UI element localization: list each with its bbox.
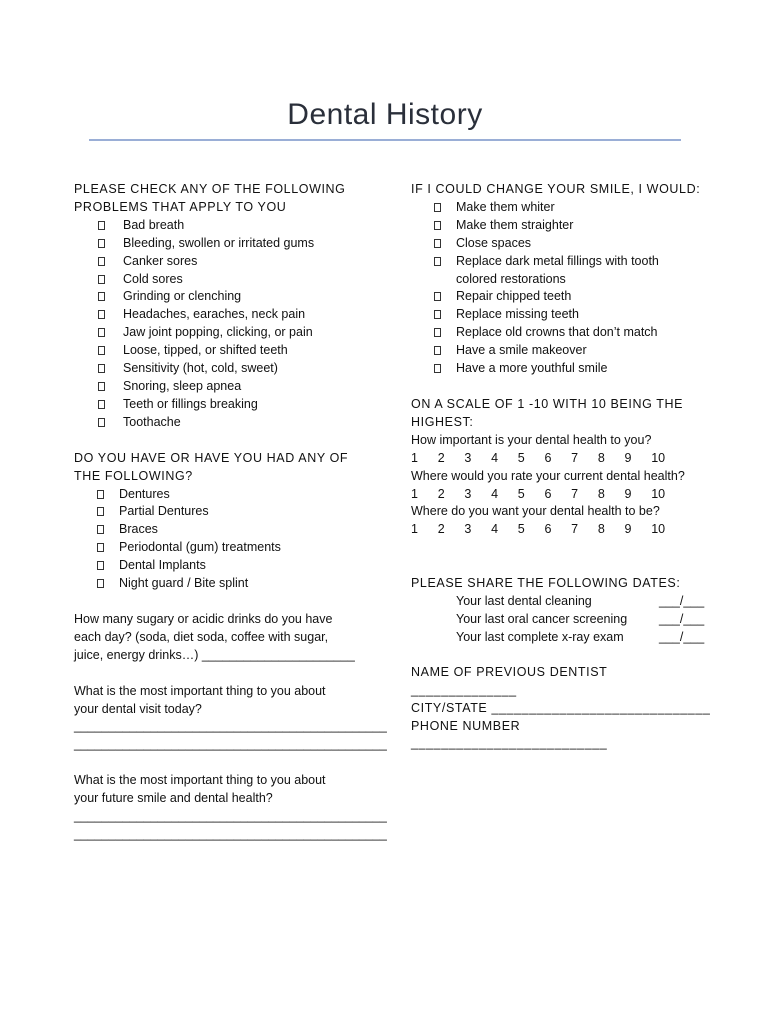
- date-label: Your last oral cancer screening: [456, 612, 628, 627]
- problem-item-label: Snoring, sleep apnea: [123, 378, 242, 393]
- visit-question: What is the most important thing to you about your dental visit today? _____________________________________________ _____________________________________________: [74, 683, 374, 755]
- rating-scale-row: [411, 521, 711, 539]
- scale-question: How important is your dental health to you?: [411, 432, 652, 447]
- smile-item-label: Replace old crowns that don’t match: [456, 325, 658, 340]
- rating-option[interactable]: 4: [491, 450, 499, 465]
- problem-item: [74, 288, 374, 306]
- previous-dentist-field[interactable]: NAME OF PREVIOUS DENTIST ______________: [411, 664, 608, 697]
- history-item: [74, 521, 374, 539]
- checkbox[interactable]: [434, 346, 441, 355]
- rating-option[interactable]: 7: [571, 486, 579, 501]
- had-checklist: [74, 486, 374, 593]
- rating-option[interactable]: 10: [651, 522, 666, 537]
- problem-item-label: Bad breath: [123, 217, 185, 232]
- sugary-question: How many sugary or acidic drinks do you have each day? (soda, diet soda, coffee with sugar, juice, energy drinks…) ______________________: [74, 611, 374, 665]
- checkbox[interactable]: [434, 257, 441, 266]
- date-blank[interactable]: ___/___: [659, 629, 705, 644]
- city-state-field[interactable]: CITY/STATE _____________________________: [411, 700, 711, 715]
- checkbox[interactable]: [98, 257, 105, 266]
- checkbox[interactable]: [97, 490, 104, 499]
- history-item-label: Dentures: [119, 486, 170, 501]
- smile-heading: IF I COULD CHANGE YOUR SMILE, I WOULD:: [411, 182, 701, 196]
- rating-option[interactable]: 4: [491, 522, 499, 537]
- rating-option[interactable]: 6: [544, 486, 552, 501]
- smile-item-label: Have a more youthful smile: [456, 361, 608, 376]
- problem-item: [74, 342, 374, 360]
- rating-option[interactable]: 6: [544, 522, 552, 537]
- smile-item: [411, 217, 711, 235]
- scale-question: Where would you rate your current dental health?: [411, 468, 685, 483]
- rating-scale-row: [411, 450, 711, 468]
- problem-item: [74, 271, 374, 289]
- history-item-label: Braces: [119, 522, 158, 537]
- problem-item: [74, 360, 374, 378]
- rating-option[interactable]: 8: [597, 486, 605, 501]
- problem-item-label: Cold sores: [123, 271, 183, 286]
- checkbox[interactable]: [434, 239, 441, 248]
- problem-item: [74, 396, 374, 414]
- smile-item: [411, 235, 711, 253]
- checkbox[interactable]: [98, 328, 105, 337]
- had-heading: DO YOU HAVE OR HAVE YOU HAD ANY OF THE FOLLOWING?: [74, 450, 349, 483]
- problem-item: [74, 378, 374, 396]
- rating-option[interactable]: 2: [437, 522, 445, 537]
- smile-item-label: Close spaces: [456, 235, 532, 250]
- problem-item-label: Teeth or fillings breaking: [123, 396, 258, 411]
- history-item: [74, 575, 374, 593]
- smile-item-label: Repair chipped teeth: [456, 289, 572, 304]
- date-blank[interactable]: ___/___: [659, 594, 705, 609]
- problem-item-label: Loose, tipped, or shifted teeth: [123, 343, 288, 358]
- history-item: [74, 486, 374, 504]
- date-row: [411, 593, 711, 611]
- checkbox[interactable]: [98, 382, 105, 391]
- rating-option[interactable]: 5: [517, 486, 525, 501]
- rating-option[interactable]: 5: [517, 450, 525, 465]
- problem-item-label: Toothache: [123, 414, 181, 429]
- history-item-label: Periodontal (gum) treatments: [119, 540, 281, 555]
- history-item: [74, 503, 374, 521]
- rating-option[interactable]: 1: [411, 486, 418, 501]
- problem-item-label: Headaches, earaches, neck pain: [123, 307, 306, 322]
- checkbox[interactable]: [97, 579, 104, 588]
- left-column: [74, 181, 387, 844]
- rating-option[interactable]: 7: [571, 522, 579, 537]
- rating-option[interactable]: 3: [464, 486, 472, 501]
- smile-item: [411, 342, 711, 360]
- date-row: [411, 629, 711, 647]
- problem-item-label: Jaw joint popping, clicking, or pain: [123, 325, 313, 340]
- smile-item-label: Make them straighter: [456, 217, 574, 232]
- date-label: Your last dental cleaning: [456, 594, 592, 609]
- checkbox[interactable]: [98, 418, 105, 427]
- history-item-label: Dental Implants: [119, 558, 206, 573]
- rating-option[interactable]: 4: [491, 486, 499, 501]
- checkbox[interactable]: [98, 239, 105, 248]
- problem-item-label: Bleeding, swollen or irritated gums: [123, 235, 315, 250]
- checkbox[interactable]: [434, 310, 441, 319]
- dentist-fields: [411, 664, 711, 754]
- rating-option[interactable]: 5: [517, 522, 525, 537]
- phone-number-field[interactable]: PHONE NUMBER __________________________: [411, 718, 608, 751]
- smile-item: [411, 288, 711, 306]
- title-divider: [89, 139, 681, 141]
- history-item-label: Night guard / Bite splint: [119, 576, 249, 591]
- smile-item: [411, 324, 711, 342]
- problems-heading: PLEASE CHECK ANY OF THE FOLLOWING PROBLEMS THAT APPLY TO YOU: [74, 182, 346, 214]
- page-title: Dental History: [287, 98, 483, 131]
- scale-heading: ON A SCALE OF 1 -10 WITH 10 BEING THE HIGHEST:: [411, 396, 684, 429]
- visit-answer-line[interactable]: _____________________________________________: [74, 719, 387, 734]
- smile-item-label: Replace dark metal fillings with tooth colored restorations: [456, 253, 659, 286]
- history-item: [74, 557, 374, 575]
- smile-checklist: [411, 199, 711, 378]
- rating-option[interactable]: 6: [544, 450, 552, 465]
- sugary-answer-line[interactable]: juice, energy drinks…) ______________________: [74, 647, 355, 662]
- checkbox[interactable]: [434, 292, 441, 301]
- rating-option[interactable]: 10: [651, 486, 666, 501]
- rating-option[interactable]: 7: [571, 450, 579, 465]
- visit-answer-line[interactable]: _____________________________________________: [74, 737, 387, 752]
- checkbox[interactable]: [434, 364, 441, 373]
- problems-checklist: [74, 217, 374, 432]
- rating-option[interactable]: 1: [411, 522, 418, 537]
- problem-item-label: Canker sores: [123, 253, 198, 268]
- date-row: [411, 611, 711, 629]
- future-question: What is the most important thing to you about your future smile and dental health? _____________________________________________ _____________________________________________: [74, 772, 374, 844]
- smile-item: [411, 199, 711, 217]
- history-item-label: Partial Dentures: [119, 504, 209, 519]
- checkbox[interactable]: [97, 507, 104, 516]
- checkbox[interactable]: [97, 525, 104, 534]
- date-label: Your last complete x-ray exam: [456, 629, 624, 644]
- future-answer-line[interactable]: _____________________________________________: [74, 827, 387, 841]
- smile-item-label: Make them whiter: [456, 199, 555, 214]
- rating-option[interactable]: 9: [624, 450, 632, 465]
- future-answer-line[interactable]: _____________________________________________: [74, 809, 387, 824]
- date-blank[interactable]: ___/___: [659, 612, 705, 627]
- rating-option[interactable]: 2: [437, 450, 445, 465]
- checkbox[interactable]: [97, 561, 104, 570]
- rating-option[interactable]: 9: [624, 486, 632, 501]
- checkbox[interactable]: [98, 292, 105, 301]
- rating-option[interactable]: 1: [411, 450, 418, 465]
- checkbox[interactable]: [434, 328, 441, 337]
- history-item: [74, 539, 374, 557]
- dates-heading: PLEASE SHARE THE FOLLOWING DATES:: [411, 576, 681, 591]
- smile-item-label: Replace missing teeth: [456, 307, 579, 322]
- problem-item-label: Grinding or clenching: [123, 289, 242, 304]
- scale-question: Where do you want your dental health to be?: [411, 504, 660, 519]
- checkbox[interactable]: [98, 346, 105, 355]
- right-column: [411, 181, 711, 753]
- rating-option[interactable]: 9: [624, 522, 632, 537]
- problem-item: [74, 235, 374, 253]
- rating-option[interactable]: 3: [464, 450, 472, 465]
- rating-scale-row: [411, 486, 711, 504]
- smile-item: [411, 360, 711, 378]
- checkbox[interactable]: [98, 400, 105, 409]
- problem-item: [74, 217, 374, 235]
- checkbox[interactable]: [434, 203, 441, 212]
- problem-item: [74, 414, 374, 432]
- problem-item-label: Sensitivity (hot, cold, sweet): [123, 361, 278, 376]
- rating-option[interactable]: 10: [651, 450, 666, 465]
- checkbox[interactable]: [98, 310, 105, 319]
- checkbox[interactable]: [98, 364, 105, 373]
- rating-scales: [411, 432, 711, 539]
- smile-item-label: Have a smile makeover: [456, 343, 587, 358]
- checkbox[interactable]: [98, 221, 105, 230]
- problem-item: [74, 253, 374, 271]
- smile-item: [411, 306, 711, 324]
- checkbox[interactable]: [97, 543, 104, 552]
- rating-option[interactable]: 2: [437, 486, 445, 501]
- rating-option[interactable]: 8: [597, 450, 605, 465]
- rating-option[interactable]: 3: [464, 522, 472, 537]
- dates-list: [411, 593, 711, 647]
- smile-item: [411, 253, 711, 289]
- checkbox[interactable]: [98, 275, 105, 284]
- problem-item: [74, 324, 374, 342]
- problem-item: [74, 306, 374, 324]
- checkbox[interactable]: [434, 221, 441, 230]
- rating-option[interactable]: 8: [597, 522, 605, 537]
